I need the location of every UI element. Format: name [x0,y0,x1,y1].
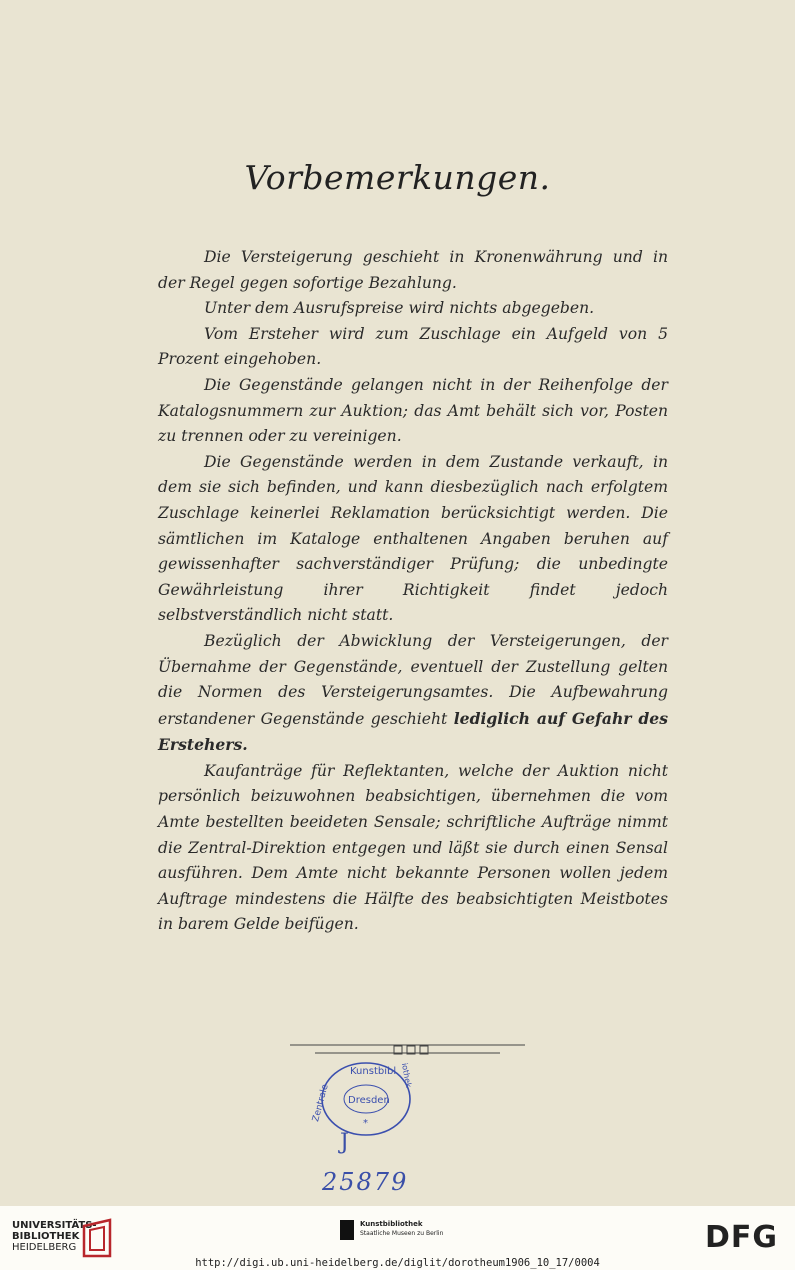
kb-line-2: Staatliche Museen zu Berlin [360,1230,444,1237]
shelfmark-line-1: J [340,1130,349,1155]
source-url[interactable]: http://digi.ub.uni-heidelberg.de/diglit/dorotheum1906_10_17/0004 [195,1257,600,1269]
kunstbibliothek-text [360,1220,443,1238]
body-text [158,245,668,938]
paragraph-6-text: Bezüglich der Abwicklung der Versteigerungen, der Übernahme der Gegenstände, eventuell der Zustellung gelten die Normen des Versteigerungsamtes. Die Aufbewahrung erstandener Gegenstände geschieht [158,631,668,728]
ub-line-1: UNIVERSITÄTS- [12,1220,97,1231]
kb-line-1: Kunstbibliothek [360,1220,423,1228]
shelfmark-line-2: 25879 [322,1168,409,1196]
stamp-arc-right: iothek [399,1062,414,1089]
ub-logo-mark-icon [80,1218,114,1258]
ornament-divider [290,1042,525,1056]
ub-line-2: BIBLIOTHEK [12,1231,80,1242]
library-stamp [311,1060,414,1138]
paragraph-2: Unter dem Ausrufspreise wird nichts abgegeben. [204,299,595,318]
stamp-star: * [363,1118,368,1129]
stamp-arc-left: Zentrale [311,1083,331,1123]
dfg-logo[interactable]: DFG [705,1220,779,1255]
stamp-arc-top: Kunstbibl [350,1066,397,1077]
paragraph-6 [158,629,668,759]
stamp-center: Dresden [348,1095,390,1106]
paragraph-7: Kaufanträge für Reflektanten, welche der Auktion nicht persönlich beizuwohnen beabsichtigen, übernehmen die vom Amte bestellten beeideten Sensale; schriftliche Aufträge nimmt die Zentral-Direktion entgegen und läßt sie durch einen Sensal ausführen. Dem Amte nicht bekannte Personen wollen jedem Auftrage mindestens die Hälfte des beabsichtigten Meistbotes in barem Gelde beifügen. [158,761,668,934]
kunstbibliothek-mark-icon [340,1220,354,1240]
footer-bar [0,1206,795,1270]
page-title: Vorbemerkungen. [244,158,551,197]
paragraph-6-bold: lediglich auf Gefahr des Erstehers. [158,708,668,755]
paragraph-1: Die Versteigerung geschieht in Kronenwährung und in der Regel gegen sofortige Bezahlung. [158,248,668,292]
ub-line-3: HEIDELBERG [12,1242,77,1253]
paragraph-5: Die Gegenstände werden in dem Zustande verkauft, in dem sie sich befinden, und kann diesbezüglich nach erfolgtem Zuschlage keinerlei Reklamation berücksichtigt werden. Die sämtlichen im Kataloge enthaltenen Angaben beruhen auf gewissenhafter sachverständiger Prüfung; die unbedingte Gewährleistung ihrer Richtigkeit findet jedoch selbstverständlich nicht statt. [158,452,668,625]
paragraph-3: Vom Ersteher wird zum Zuschlage ein Aufgeld von 5 Prozent eingehoben. [158,324,668,369]
paragraph-4: Die Gegenstände gelangen nicht in der Reihenfolge der Katalogsnummern zur Auktion; das Amt behält sich vor, Posten zu trennen oder zu vereinigen. [158,375,668,446]
